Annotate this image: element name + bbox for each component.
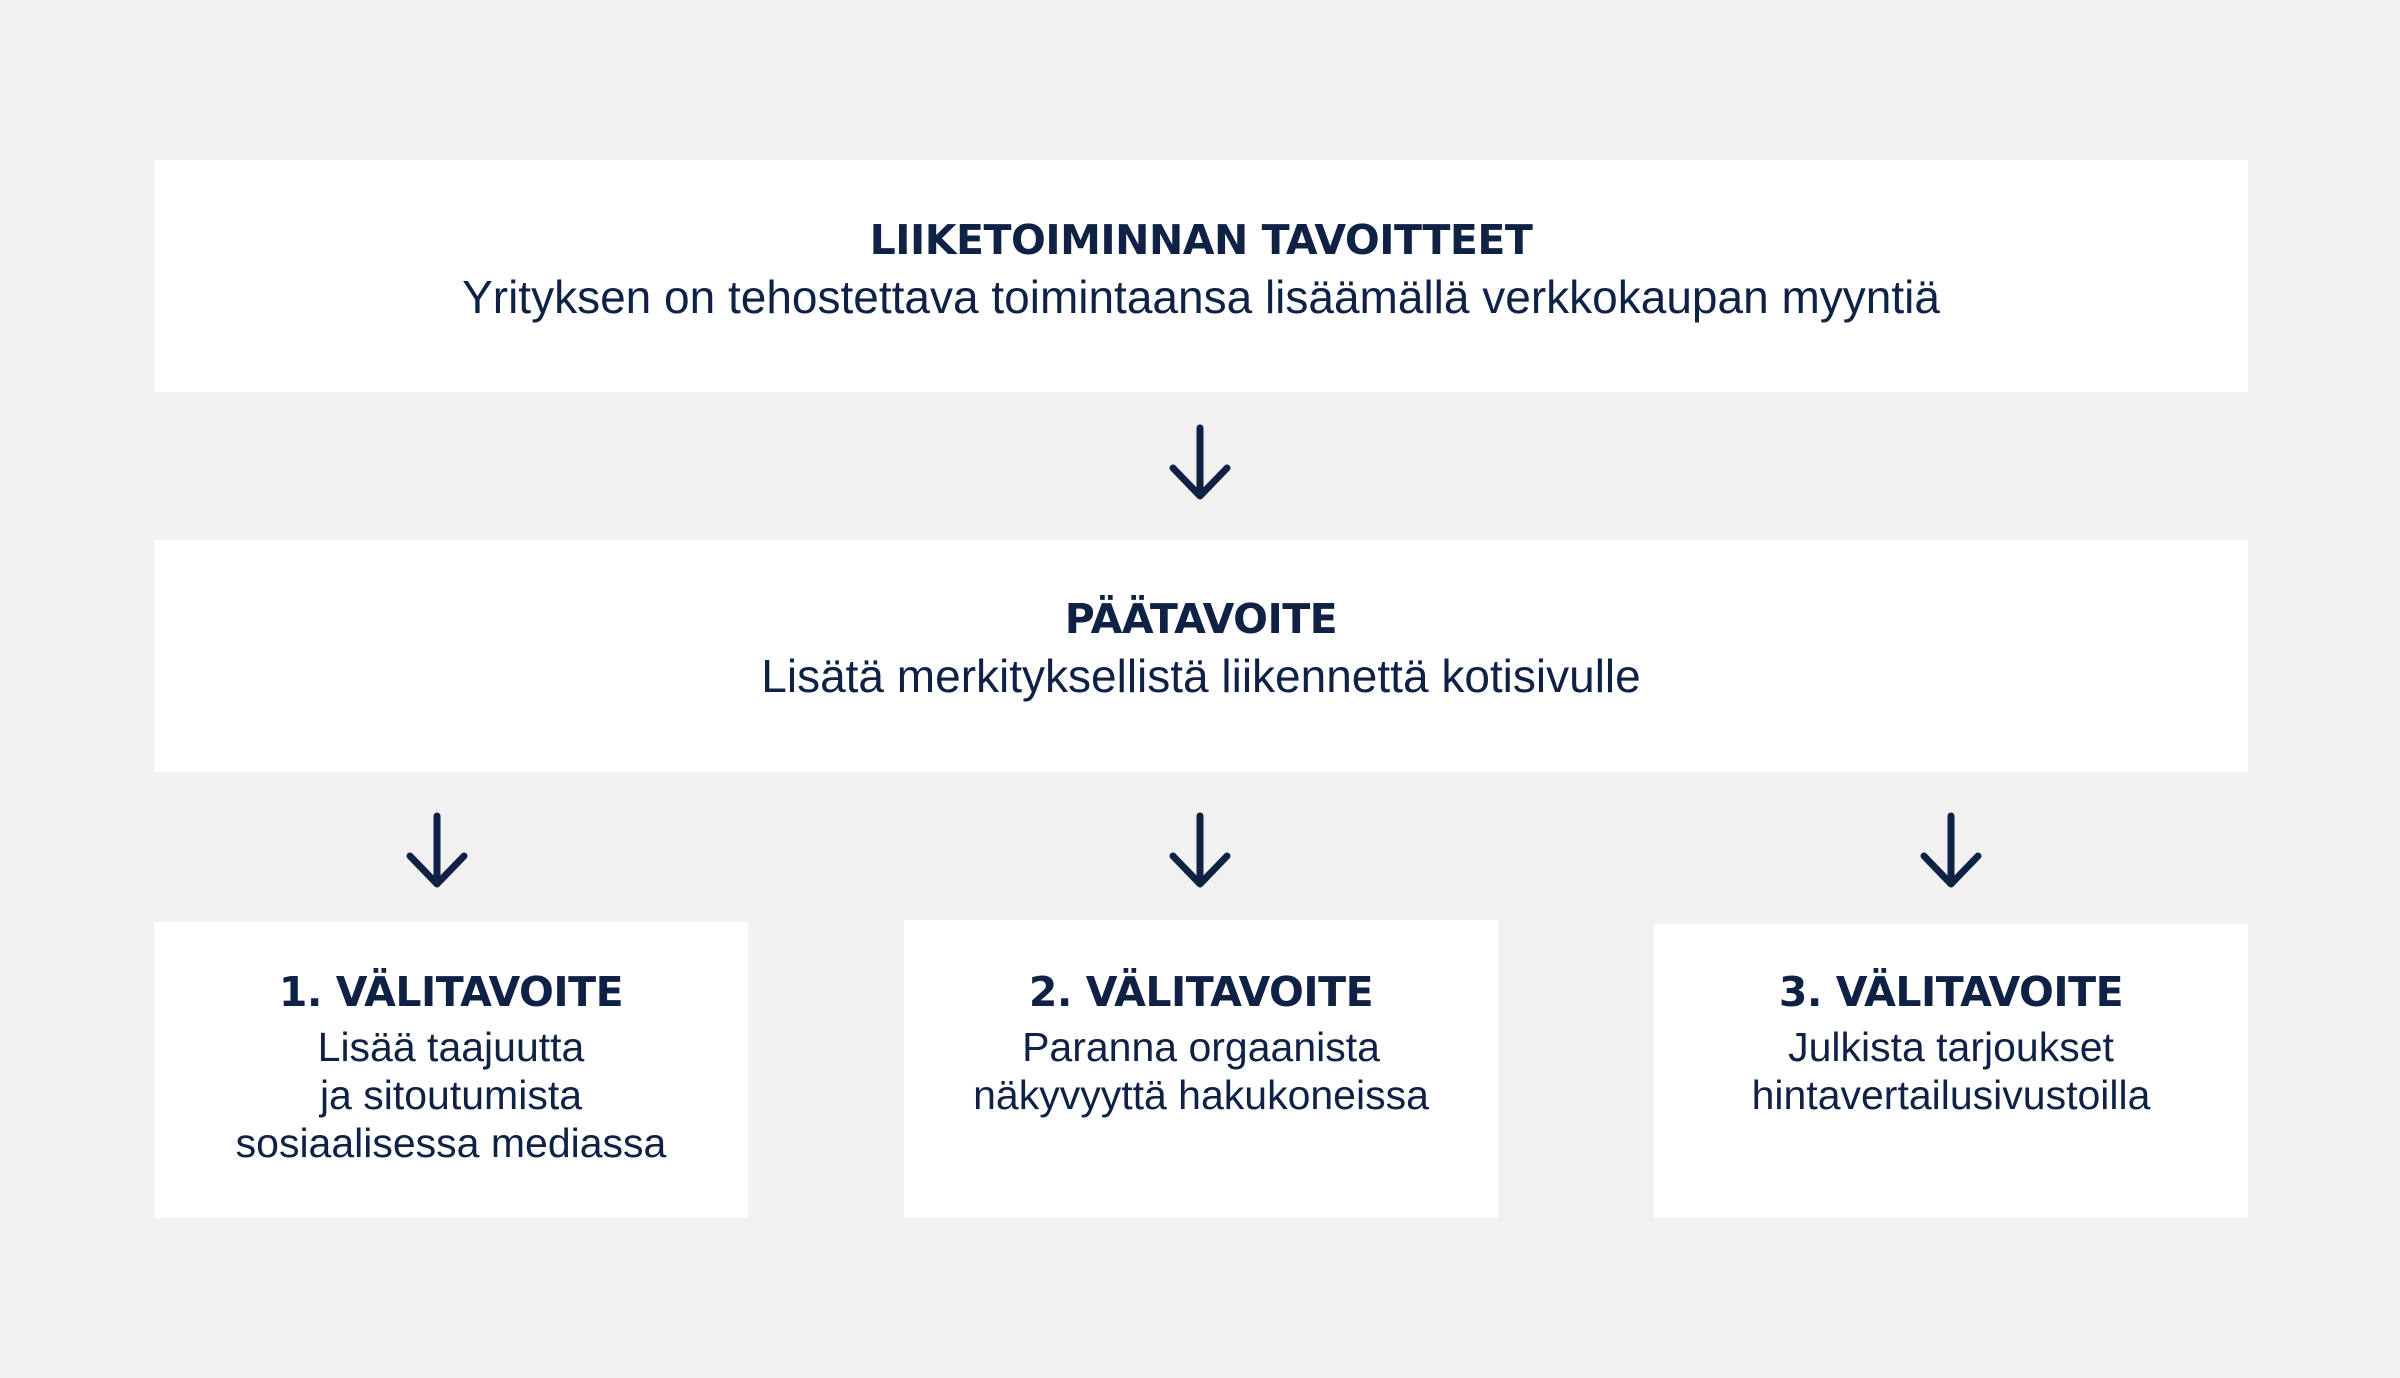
sub-goal-text-1: Lisää taajuutta ja sitoutumista sosiaalisessa mediassa [235, 1024, 667, 1167]
arrow-down-icon [1165, 424, 1235, 504]
sub-goal-title-1: 1. VÄLITAVOITE [278, 968, 624, 1016]
arrow-down-icon [1165, 812, 1235, 892]
sub-goal-box-2 [904, 920, 1498, 1218]
sub-goal-title-3: 3. VÄLITAVOITE [1778, 968, 2124, 1016]
sub-goal-text-3: Julkista tarjoukset hintavertailusivustoilla [1751, 1024, 2151, 1119]
main-goal-box [154, 540, 2248, 772]
business-goals-box [154, 160, 2248, 392]
business-goals-text: Yrityksen on tehostettava toimintaansa lisäämällä verkkokaupan myyntiä [462, 271, 1940, 324]
business-goals-title: LIIKETOIMINNAN TAVOITTEET [869, 216, 1533, 264]
main-goal-title: PÄÄTAVOITE [1064, 595, 1338, 643]
main-goal-text: Lisätä merkityksellistä liikennettä kotisivulle [761, 650, 1641, 703]
sub-goal-title-2: 2. VÄLITAVOITE [1028, 968, 1374, 1016]
sub-goal-box-1 [154, 922, 748, 1218]
arrow-down-icon [402, 812, 472, 892]
arrow-down-icon [1916, 812, 1986, 892]
sub-goal-box-3 [1654, 924, 2248, 1218]
sub-goal-text-2: Paranna orgaanista näkyvyyttä hakukoneissa [973, 1024, 1429, 1119]
